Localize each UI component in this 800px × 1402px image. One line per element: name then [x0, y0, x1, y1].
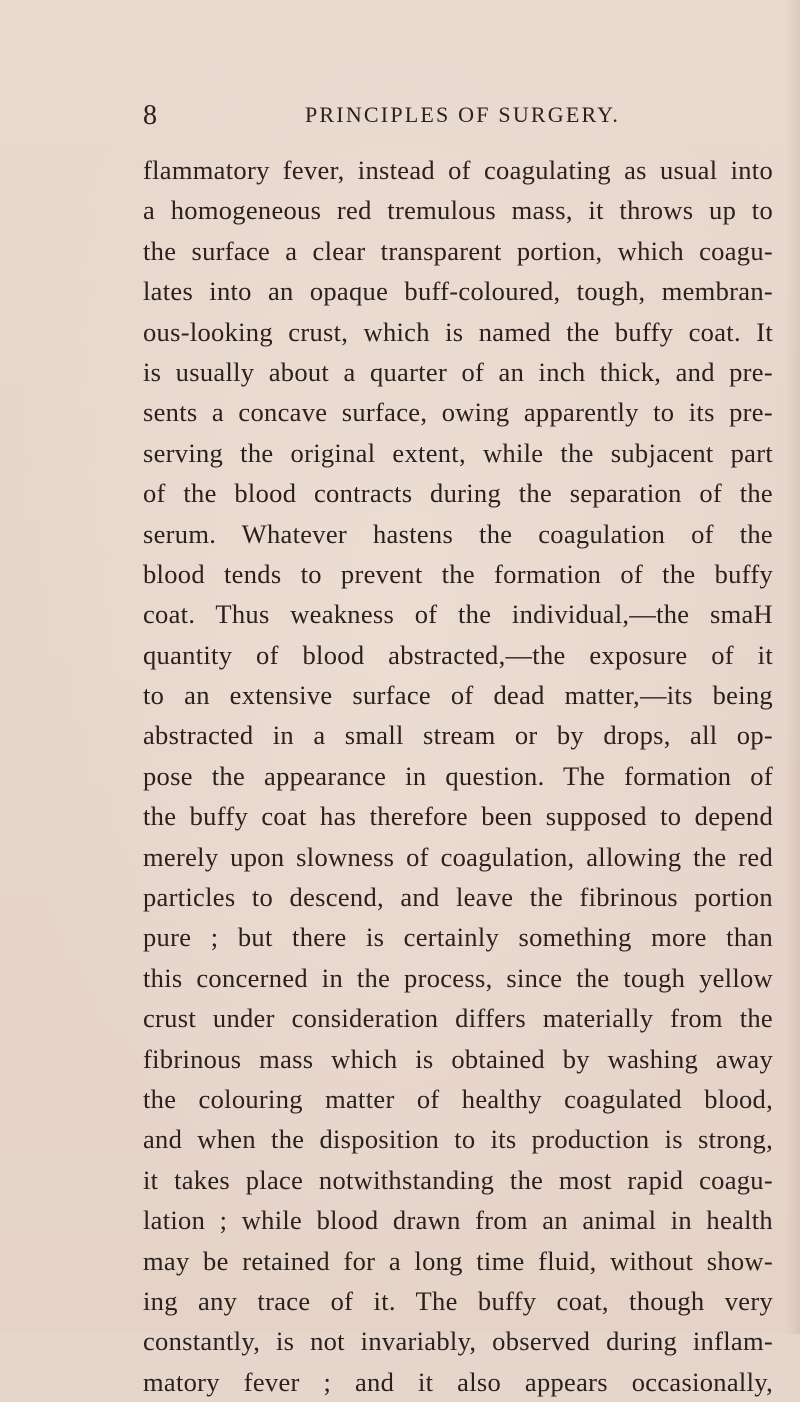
- text-line: coat. Thus weakness of the individual,—the smaH: [143, 599, 773, 630]
- text-line: the buffy coat has therefore been supposed to depend: [143, 801, 773, 832]
- text-line: pose the appearance in question. The formation of: [143, 760, 773, 791]
- text-line: sents a concave surface, owing apparently to its pre-: [143, 397, 773, 428]
- running-head: [0, 100, 800, 140]
- text-line: pure ; but there is certainly something more than: [143, 922, 773, 953]
- text-line: crust under consideration differs materially from the: [143, 1003, 773, 1034]
- text-line: matory fever ; and it also appears occasionally,: [143, 1366, 773, 1397]
- text-line: a homogeneous red tremulous mass, it throws up to: [143, 195, 773, 226]
- text-line: quantity of blood abstracted,—the exposure of it: [143, 639, 773, 670]
- text-line: lation ; while blood drawn from an animal in health: [143, 1205, 773, 1236]
- text-line: constantly, is not invariably, observed during inflam-: [143, 1326, 773, 1357]
- body-text: [143, 150, 773, 1402]
- text-line: to an extensive surface of dead matter,—its being: [143, 680, 773, 711]
- text-line: serving the original extent, while the subjacent part: [143, 437, 773, 468]
- text-line: it takes place notwithstanding the most rapid coagu-: [143, 1164, 773, 1195]
- text-line: flammatory fever, instead of coagulating as usual into: [143, 155, 773, 185]
- running-title: PRINCIPLES OF SURGERY.: [305, 102, 621, 127]
- text-line: the colouring matter of healthy coagulated blood,: [143, 1083, 773, 1114]
- text-line: is usually about a quarter of an inch thick, and pre-: [143, 356, 773, 387]
- text-line: particles to descend, and leave the fibrinous portion: [143, 882, 773, 913]
- text-line: lates into an opaque buff-coloured, tough, membran-: [143, 276, 773, 307]
- text-line: merely upon slowness of coagulation, allowing the red: [143, 841, 773, 872]
- page-edge-shadow: [786, 0, 800, 1334]
- text-line: serum. Whatever hastens the coagulation of the: [143, 518, 773, 549]
- text-line: abstracted in a small stream or by drops, all op-: [143, 720, 773, 751]
- text-line: ous-looking crust, which is named the buffy coat. It: [143, 316, 773, 347]
- text-line: of the blood contracts during the separation of the: [143, 478, 773, 509]
- text-line: the surface a clear transparent portion, which coagu-: [143, 235, 773, 266]
- page-number: 8: [143, 100, 158, 131]
- text-line: fibrinous mass which is obtained by washing away: [143, 1043, 773, 1074]
- text-line: may be retained for a long time fluid, without show-: [143, 1245, 773, 1276]
- text-line: this concerned in the process, since the tough yellow: [143, 962, 773, 993]
- text-line: and when the disposition to its production is strong,: [143, 1124, 773, 1155]
- text-line: ing any trace of it. The buffy coat, though very: [143, 1285, 773, 1316]
- text-line: blood tends to prevent the formation of the buffy: [143, 558, 773, 589]
